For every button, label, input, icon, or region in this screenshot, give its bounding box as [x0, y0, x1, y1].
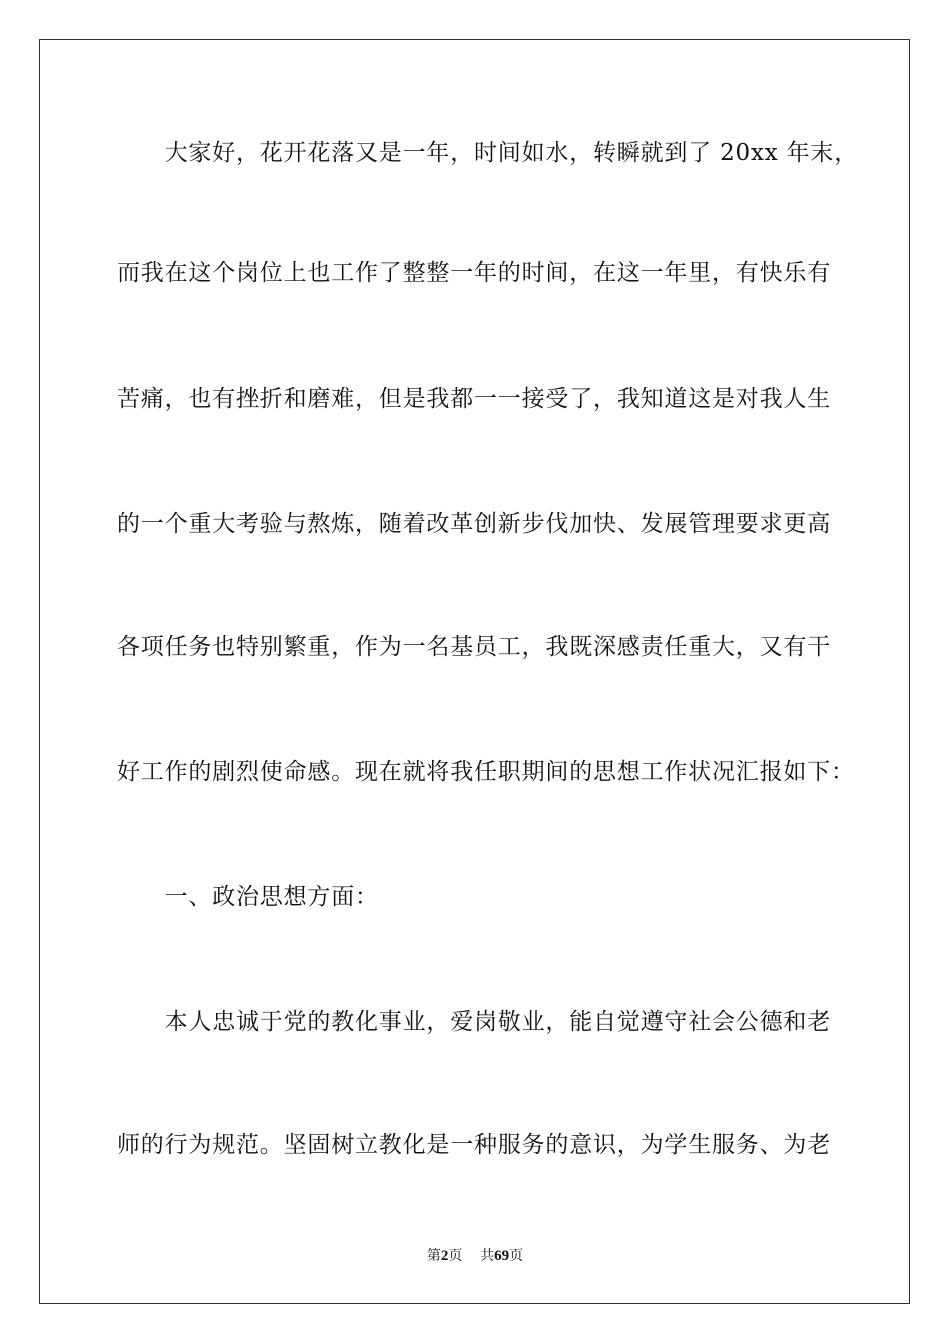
text-line-9: 师的行为规范。坚固树立教化是一种服务的意识，为学生服务、为老 [117, 1132, 831, 1158]
text-line-2: 而我在这个岗位上也工作了整整一年的时间，在这一年里，有快乐有 [117, 260, 831, 286]
footer-page-number: 2 [440, 1248, 449, 1264]
footer-total-suffix: 页 [509, 1248, 524, 1264]
text-line-1: 大家好，花开花落又是一年，时间如水，转瞬就到了 20xx 年末， [117, 140, 859, 166]
text-line-5: 各项任务也特别繁重，作为一名基员工，我既深感责任重大，又有干 [117, 634, 831, 660]
footer-total-prefix: 共 [480, 1248, 495, 1264]
text-line-4: 的一个重大考验与熬炼，随着改革创新步伐加快、发展管理要求更高 [117, 511, 831, 537]
section-heading: 一、政治思想方面： [117, 884, 379, 910]
footer-total-pages: 69 [494, 1248, 510, 1264]
page-border [39, 39, 910, 1304]
footer-prefix: 第 [426, 1248, 441, 1264]
footer-page-suffix: 页 [448, 1248, 463, 1264]
text-line-8: 本人忠诚于党的教化事业，爱岗敬业，能自觉遵守社会公德和老 [117, 1009, 831, 1035]
text-line-6: 好工作的剧烈使命感。现在就将我任职期间的思想工作状况汇报如下： [117, 759, 855, 785]
text-line-3: 苦痛，也有挫折和磨难，但是我都一一接受了，我知道这是对我人生 [117, 386, 831, 412]
page-footer [0, 1246, 950, 1266]
